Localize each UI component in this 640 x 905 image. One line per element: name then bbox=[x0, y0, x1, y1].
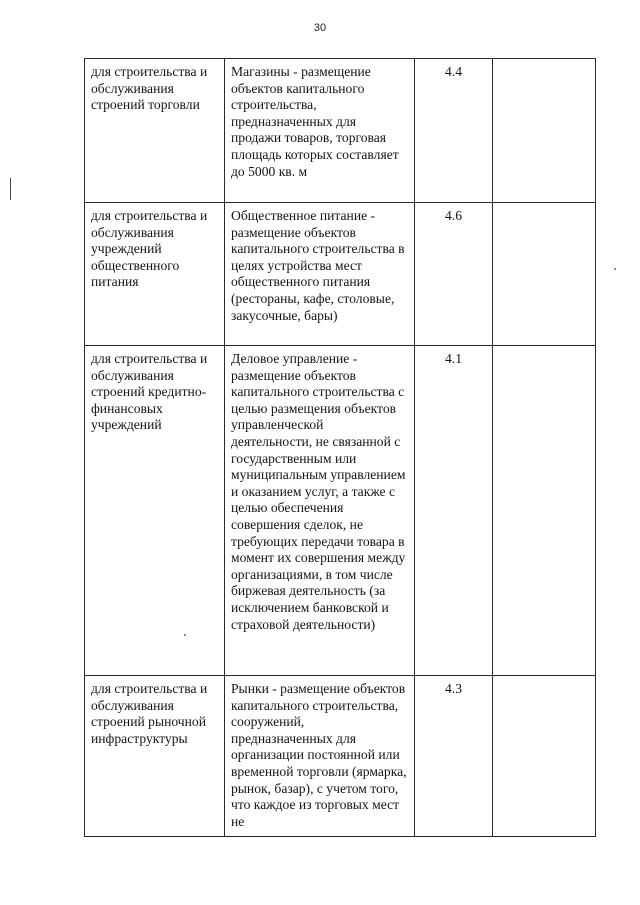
purpose-cell: для строительства и обслуживания строений рыночной инфраструктуры bbox=[85, 676, 225, 837]
note-cell bbox=[493, 676, 596, 837]
note-cell bbox=[493, 346, 596, 676]
note-cell bbox=[493, 203, 596, 346]
page-number: 30 bbox=[313, 22, 327, 34]
code-cell: 4.1 bbox=[415, 346, 493, 676]
table-row bbox=[85, 59, 596, 203]
description-cell: Общественное питание - размещение объектов капитального строительства в целях устройства мест общественного питания (рестораны, кафе, столовые, закусочные, бары) bbox=[225, 203, 415, 346]
description-cell: Магазины - размещение объектов капитального строительства, предназначенных для продажи товаров, торговая площадь которых составляет до 5000 кв. м bbox=[225, 59, 415, 203]
purpose-cell: для строительства и обслуживания учреждений общественного питания bbox=[85, 203, 225, 346]
land-use-table bbox=[84, 58, 596, 837]
table-row bbox=[85, 676, 596, 837]
purpose-cell: для строительства и обслуживания строений торговли bbox=[85, 59, 225, 203]
note-cell bbox=[493, 59, 596, 203]
code-cell: 4.6 bbox=[415, 203, 493, 346]
purpose-cell: для строительства и обслуживания строений кредитно-финансовых учреждений bbox=[85, 346, 225, 676]
margin-scan-mark bbox=[10, 178, 11, 200]
description-cell: Деловое управление - размещение объектов капитального строительства с целью размещения объектов управленческой деятельности, не связанной с государственным или муниципальным управлением и оказанием услуг, а также с целью обеспечения совершения сделок, не требующих передачи товара в момент их совершения между организациями, в том числе биржевая деятельность (за исключением банковской и страховой деятельности) bbox=[225, 346, 415, 676]
description-cell: Рынки - размещение объектов капитального строительства, сооружений, предназначенных для организации постоянной или временной торговли (ярмарка, рынок, базар), с учетом того, что каждое из торговых мест не bbox=[225, 676, 415, 837]
code-cell: 4.4 bbox=[415, 59, 493, 203]
scan-speck bbox=[614, 268, 616, 270]
code-cell: 4.3 bbox=[415, 676, 493, 837]
table-row bbox=[85, 203, 596, 346]
table-row bbox=[85, 346, 596, 676]
